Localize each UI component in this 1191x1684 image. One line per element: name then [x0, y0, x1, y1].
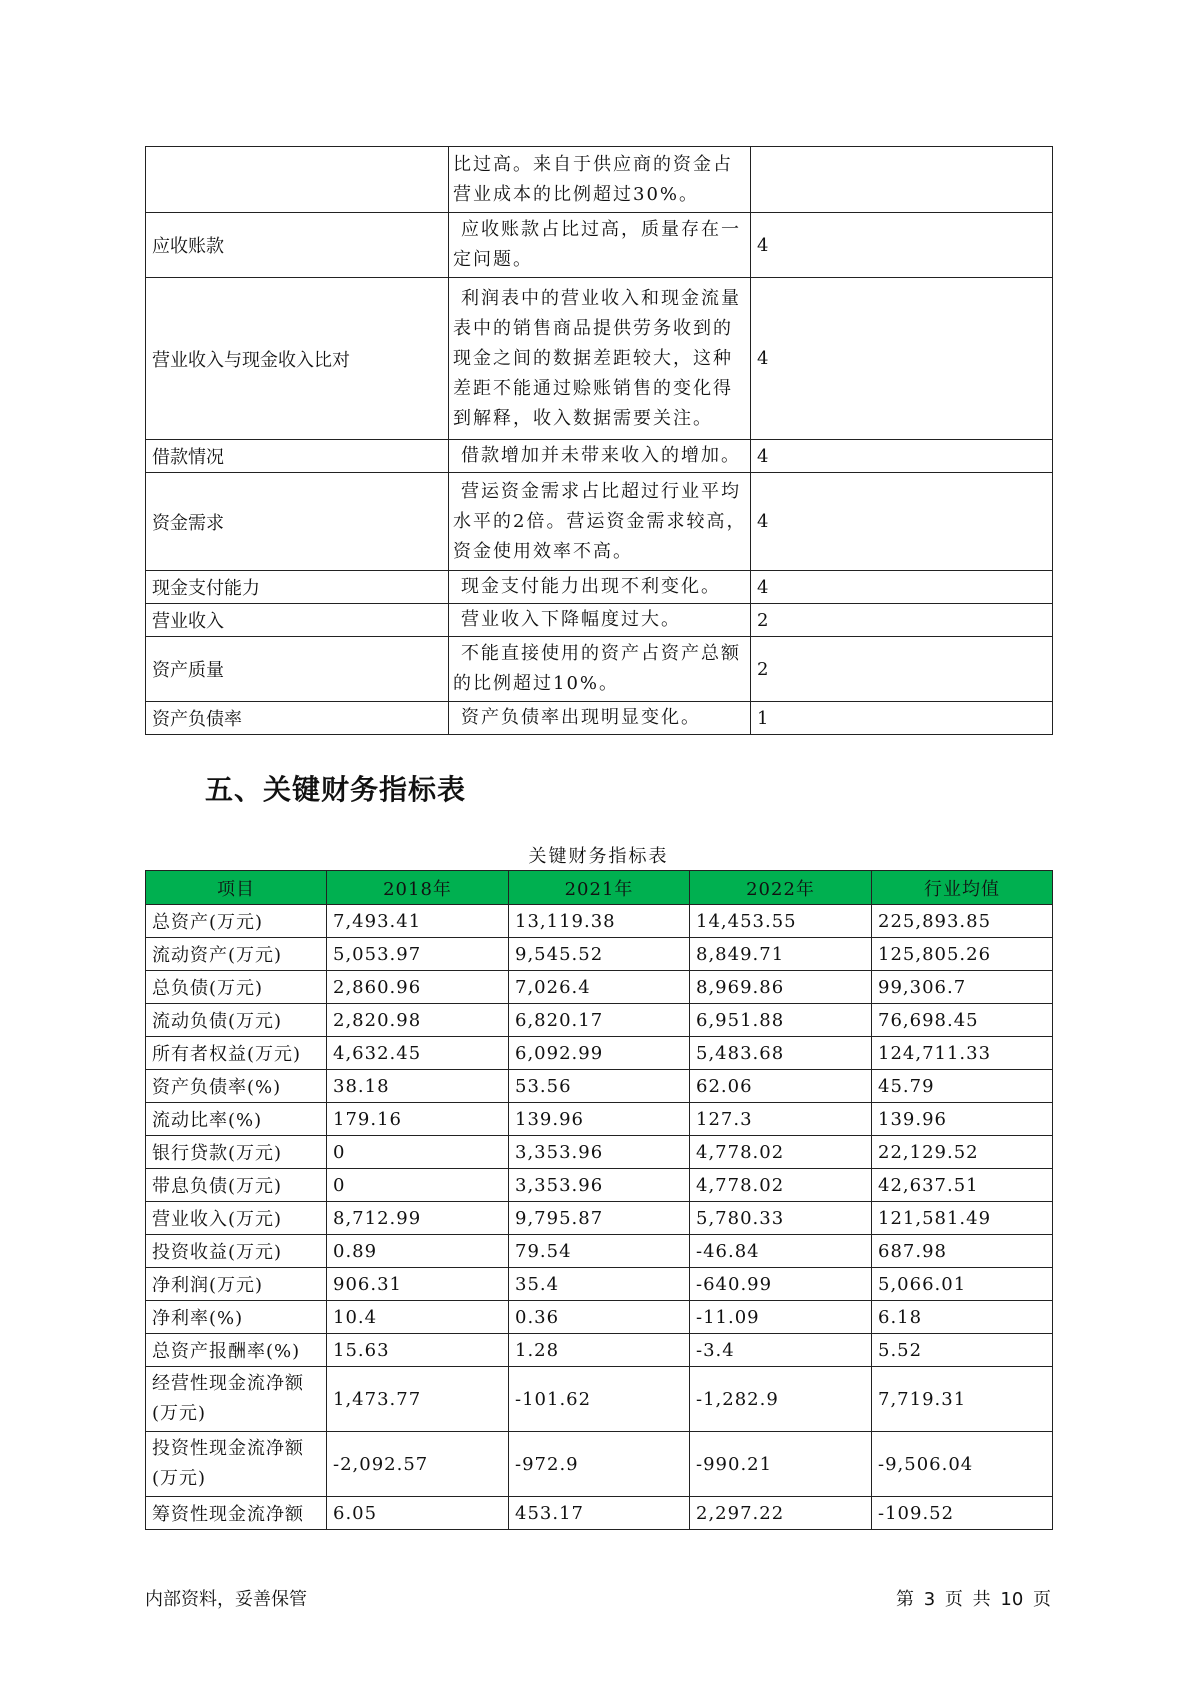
table-row [146, 1103, 1053, 1136]
risk-item: 营业收入与现金收入比对 [146, 278, 449, 440]
table-cell: 906.31 [327, 1268, 509, 1301]
table-cell: 10.4 [327, 1301, 509, 1334]
table-cell: 7,719.31 [872, 1367, 1053, 1432]
footer-confidential-note: 内部资料，妥善保管 [145, 1589, 307, 1610]
table-row [146, 1202, 1053, 1235]
table-cell: 6,951.88 [690, 1004, 872, 1037]
table-row [146, 213, 1053, 278]
indicator-name: 总负债(万元) [146, 971, 327, 1004]
table-cell: 1.28 [509, 1334, 690, 1367]
table-cell: 79.54 [509, 1235, 690, 1268]
table-cell: 2,860.96 [327, 971, 509, 1004]
table-cell: 125,805.26 [872, 938, 1053, 971]
table-cell: 225,893.85 [872, 905, 1053, 938]
table-row [146, 473, 1053, 571]
table-cell: 42,637.51 [872, 1169, 1053, 1202]
risk-item: 借款情况 [146, 440, 449, 473]
table-cell: 6,820.17 [509, 1004, 690, 1037]
risk-score: 4 [751, 571, 1053, 604]
risk-item: 资产质量 [146, 637, 449, 702]
table-cell: 2,297.22 [690, 1497, 872, 1530]
table-cell: -101.62 [509, 1367, 690, 1432]
indicator-name: 银行贷款(万元) [146, 1136, 327, 1169]
table-cell: -990.21 [690, 1432, 872, 1497]
table-row [146, 1169, 1053, 1202]
risk-score: 4 [751, 440, 1053, 473]
risk-score: 4 [751, 473, 1053, 571]
table-cell: 5.52 [872, 1334, 1053, 1367]
risk-score: 4 [751, 278, 1053, 440]
table-cell: 8,849.71 [690, 938, 872, 971]
column-header: 项目 [146, 871, 327, 905]
risk-score: 2 [751, 604, 1053, 637]
table-cell: 139.96 [509, 1103, 690, 1136]
table-cell: 5,780.33 [690, 1202, 872, 1235]
table-row [146, 440, 1053, 473]
page-number: 第 3 页 共 10 页 [896, 1589, 1051, 1610]
risk-item: 资金需求 [146, 473, 449, 571]
table-cell: 76,698.45 [872, 1004, 1053, 1037]
table-row [146, 147, 1053, 213]
table-row [146, 1432, 1053, 1497]
table-row [146, 702, 1053, 735]
table-cell: 15.63 [327, 1334, 509, 1367]
table-cell: 8,712.99 [327, 1202, 509, 1235]
table-cell: 124,711.33 [872, 1037, 1053, 1070]
indicator-name: 总资产报酬率(%) [146, 1334, 327, 1367]
table-cell: -1,282.9 [690, 1367, 872, 1432]
risk-description: 利润表中的营业收入和现金流量表中的销售商品提供劳务收到的现金之间的数据差距较大，这种差距不能通过赊账销售的变化得到解释，收入数据需要关注。 [449, 278, 751, 440]
column-header: 2018年 [327, 871, 509, 905]
risk-description: 资产负债率出现明显变化。 [449, 702, 751, 735]
table-cell: -972.9 [509, 1432, 690, 1497]
risk-description: 不能直接使用的资产占资产总额的比例超过10%。 [449, 637, 751, 702]
table-row [146, 1497, 1053, 1530]
risk-item [146, 147, 449, 213]
table-cell: 8,969.86 [690, 971, 872, 1004]
risk-score: 4 [751, 213, 1053, 278]
indicator-name: 流动资产(万元) [146, 938, 327, 971]
table-cell: 0.36 [509, 1301, 690, 1334]
indicator-name: 净利润(万元) [146, 1268, 327, 1301]
table-row [146, 604, 1053, 637]
table-cell: -46.84 [690, 1235, 872, 1268]
table-cell: 3,353.96 [509, 1136, 690, 1169]
table-cell: 6,092.99 [509, 1037, 690, 1070]
table-cell: -640.99 [690, 1268, 872, 1301]
table-cell: 5,483.68 [690, 1037, 872, 1070]
table-cell: 6.18 [872, 1301, 1053, 1334]
table-row [146, 1268, 1053, 1301]
table-cell: 4,778.02 [690, 1169, 872, 1202]
indicator-name: 投资收益(万元) [146, 1235, 327, 1268]
table-row [146, 1334, 1053, 1367]
table-row [146, 1367, 1053, 1432]
table-row [146, 278, 1053, 440]
table-cell: 99,306.7 [872, 971, 1053, 1004]
risk-description: 现金支付能力出现不利变化。 [449, 571, 751, 604]
table-cell: 0 [327, 1169, 509, 1202]
indicator-name: 流动比率(%) [146, 1103, 327, 1136]
table-header-row [146, 871, 1053, 905]
indicator-name: 流动负债(万元) [146, 1004, 327, 1037]
table-cell: 0 [327, 1136, 509, 1169]
table-cell: 62.06 [690, 1070, 872, 1103]
risk-item: 营业收入 [146, 604, 449, 637]
risk-description: 比过高。来自于供应商的资金占营业成本的比例超过30%。 [449, 147, 751, 213]
table-caption: 关键财务指标表 [528, 846, 669, 867]
risk-score: 2 [751, 637, 1053, 702]
table-cell: -2,092.57 [327, 1432, 509, 1497]
table-cell: 2,820.98 [327, 1004, 509, 1037]
table-row [146, 1235, 1053, 1268]
table-cell: 35.4 [509, 1268, 690, 1301]
table-cell: 3,353.96 [509, 1169, 690, 1202]
table-cell: -11.09 [690, 1301, 872, 1334]
table-cell: 179.16 [327, 1103, 509, 1136]
table-cell: 1,473.77 [327, 1367, 509, 1432]
column-header: 2022年 [690, 871, 872, 905]
table-row [146, 637, 1053, 702]
indicator-name: 净利率(%) [146, 1301, 327, 1334]
table-row [146, 971, 1053, 1004]
table-cell: 4,778.02 [690, 1136, 872, 1169]
table-row [146, 1301, 1053, 1334]
table-cell: -3.4 [690, 1334, 872, 1367]
table-row [146, 1037, 1053, 1070]
risk-description: 营运资金需求占比超过行业平均水平的2倍。营运资金需求较高，资金使用效率不高。 [449, 473, 751, 571]
table-cell: 453.17 [509, 1497, 690, 1530]
table-cell: 7,026.4 [509, 971, 690, 1004]
indicator-name: 所有者权益(万元) [146, 1037, 327, 1070]
indicator-name: 经营性现金流净额(万元) [146, 1367, 327, 1432]
table-row [146, 1004, 1053, 1037]
table-cell: 45.79 [872, 1070, 1053, 1103]
risk-item: 现金支付能力 [146, 571, 449, 604]
table-cell: -9,506.04 [872, 1432, 1053, 1497]
table-cell: -109.52 [872, 1497, 1053, 1530]
table-cell: 121,581.49 [872, 1202, 1053, 1235]
risk-description: 应收账款占比过高，质量存在一定问题。 [449, 213, 751, 278]
financial-indicator-table [145, 870, 1053, 1530]
risk-item: 应收账款 [146, 213, 449, 278]
table-cell: 53.56 [509, 1070, 690, 1103]
indicator-name: 营业收入(万元) [146, 1202, 327, 1235]
table-cell: 13,119.38 [509, 905, 690, 938]
table-cell: 4,632.45 [327, 1037, 509, 1070]
risk-table [145, 146, 1053, 735]
table-cell: 687.98 [872, 1235, 1053, 1268]
table-cell: 7,493.41 [327, 905, 509, 938]
table-cell: 9,795.87 [509, 1202, 690, 1235]
risk-score [751, 147, 1053, 213]
table-row [146, 938, 1053, 971]
table-cell: 0.89 [327, 1235, 509, 1268]
table-row [146, 571, 1053, 604]
risk-item: 资产负债率 [146, 702, 449, 735]
table-cell: 14,453.55 [690, 905, 872, 938]
indicator-name: 资产负债率(%) [146, 1070, 327, 1103]
table-cell: 139.96 [872, 1103, 1053, 1136]
column-header: 2021年 [509, 871, 690, 905]
indicator-name: 投资性现金流净额(万元) [146, 1432, 327, 1497]
risk-description: 营业收入下降幅度过大。 [449, 604, 751, 637]
table-row [146, 905, 1053, 938]
risk-score: 1 [751, 702, 1053, 735]
table-cell: 5,053.97 [327, 938, 509, 971]
table-row [146, 1136, 1053, 1169]
section-title: 五、关键财务指标表 [205, 773, 467, 806]
table-row [146, 1070, 1053, 1103]
table-cell: 5,066.01 [872, 1268, 1053, 1301]
column-header: 行业均值 [872, 871, 1053, 905]
table-cell: 9,545.52 [509, 938, 690, 971]
indicator-name: 总资产(万元) [146, 905, 327, 938]
indicator-name: 筹资性现金流净额 [146, 1497, 327, 1530]
table-cell: 38.18 [327, 1070, 509, 1103]
risk-description: 借款增加并未带来收入的增加。 [449, 440, 751, 473]
table-cell: 127.3 [690, 1103, 872, 1136]
table-cell: 22,129.52 [872, 1136, 1053, 1169]
indicator-name: 带息负债(万元) [146, 1169, 327, 1202]
table-cell: 6.05 [327, 1497, 509, 1530]
